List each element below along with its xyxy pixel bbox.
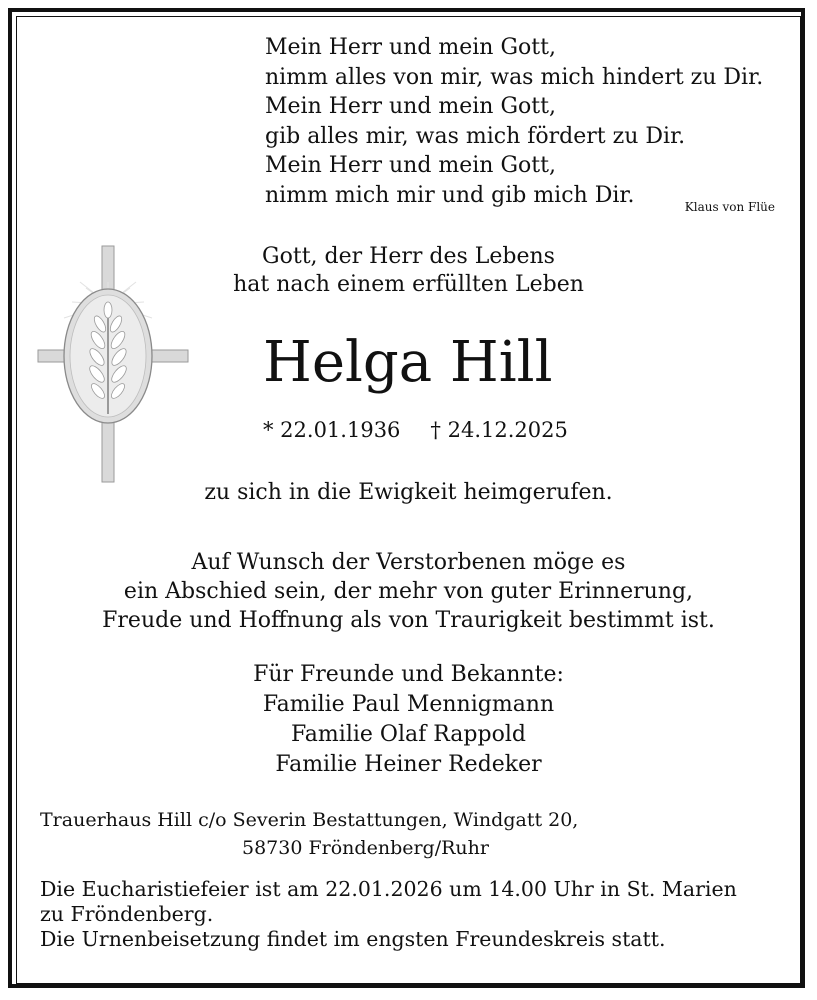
poem-line: nimm mich mir und gib mich Dir. bbox=[265, 182, 635, 208]
address-line: Trauerhaus Hill c/o Severin Bestattungen, Windgatt 20, bbox=[40, 809, 579, 831]
address-line: 58730 Fröndenberg/Ruhr bbox=[242, 837, 489, 859]
poem-line: Mein Herr und mein Gott, bbox=[265, 153, 556, 179]
service-line: Die Eucharistiefeier ist am 22.01.2026 um 14.00 Uhr in St. Marien bbox=[40, 877, 737, 901]
service-line: Die Urnenbeisetzung findet im engsten Freundeskreis statt. bbox=[40, 927, 666, 951]
poem-line: nimm alles von mir, was mich hindert zu Dir. bbox=[265, 64, 764, 90]
family-name: Familie Olaf Rappold bbox=[291, 722, 526, 747]
mourning-address bbox=[40, 806, 578, 862]
poem bbox=[265, 33, 763, 211]
intro-line: Gott, der Herr des Lebens bbox=[262, 244, 555, 269]
poem-line: Mein Herr und mein Gott, bbox=[265, 35, 556, 60]
intro-text bbox=[0, 243, 817, 299]
life-dates bbox=[263, 418, 568, 442]
wish-line: Auf Wunsch der Verstorbenen möge es bbox=[191, 550, 626, 575]
wish-line: ein Abschied sein, der mehr von guter Erinnerung, bbox=[123, 579, 694, 604]
service-line: zu Fröndenberg. bbox=[40, 902, 214, 926]
family-name: Familie Paul Mennigmann bbox=[262, 692, 555, 717]
poem-author: Klaus von Flüe bbox=[684, 200, 775, 214]
called-home-text: zu sich in die Ewigkeit heimgerufen. bbox=[204, 480, 613, 505]
intro-line: hat nach einem erfüllten Leben bbox=[233, 272, 584, 297]
family-name: Familie Heiner Redeker bbox=[275, 752, 542, 777]
service-info bbox=[40, 877, 737, 952]
wish-line: Freude und Hoffnung als von Traurigkeit bestimmt ist. bbox=[102, 608, 715, 633]
poem-line: Mein Herr und mein Gott, bbox=[265, 94, 556, 120]
wish-text bbox=[0, 548, 817, 635]
mourners-list bbox=[0, 660, 817, 780]
deceased-name: Helga Hill bbox=[263, 330, 553, 395]
birth-date: * 22.01.1936 bbox=[263, 418, 401, 442]
mourners-heading: Für Freunde und Bekannte: bbox=[253, 662, 564, 687]
poem-line: gib alles mir, was mich fördert zu Dir. bbox=[265, 123, 686, 149]
death-date: † 24.12.2025 bbox=[430, 418, 568, 442]
